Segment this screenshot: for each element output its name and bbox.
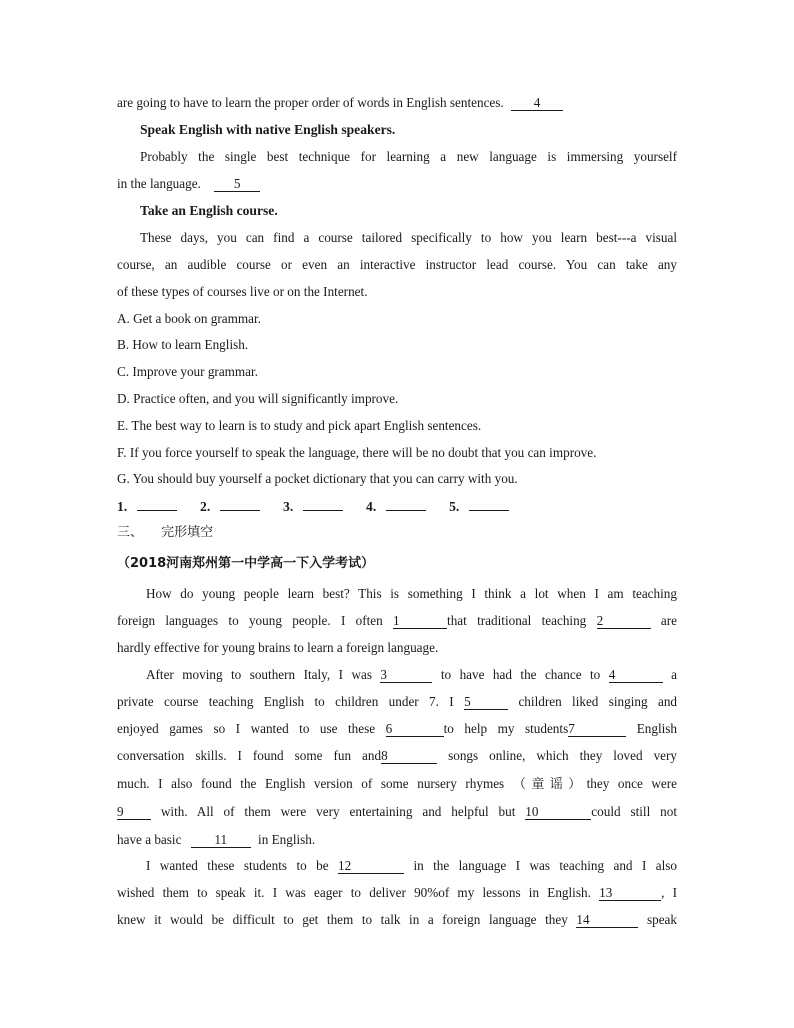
cloze-p2-line6: 9 with. All of them were very entertaining and helpful but 10 could still not [117, 804, 677, 819]
answer-label-5: 5. [449, 499, 460, 514]
cloze-p2-line7: have a basic 11 in English. [117, 832, 316, 847]
cloze-blank-5: 5 [464, 695, 508, 710]
heading-speak-english: Speak English with native English speakers. [140, 122, 396, 137]
cloze-blank-9: 9 [117, 805, 151, 820]
cloze-blank-11: 11 [191, 833, 251, 848]
cloze-blank-10: 10 [525, 805, 591, 820]
option-c: C. Improve your grammar. [117, 364, 258, 379]
option-d: D. Practice often, and you will significantly improve. [117, 391, 399, 406]
cloze-blank-2: 2 [597, 614, 651, 629]
cloze-p3-line1: I wanted these students to be 12 in the language I was teaching and I also [146, 858, 677, 873]
cloze-blank-3: 3 [380, 668, 432, 683]
cloze-p1-line3: hardly effective for young brains to learn a foreign language. [117, 640, 439, 655]
cloze-p1-line1: How do young people learn best? This is something I think a lot when I am teaching [146, 586, 677, 601]
cloze-blank-13: 13 [599, 886, 661, 901]
passage-line-order: are going to have to learn the proper order of words in English sentences. 4 [117, 94, 677, 112]
course-paragraph-line2: course, an audible course or even an interactive instructor lead course. You can take any [117, 257, 677, 272]
answer-label-1: 1. [117, 499, 128, 514]
answer-label-4: 4. [366, 499, 377, 514]
speak-paragraph-line1: Probably the single best technique for learning a new language is immersing yourself [140, 149, 677, 164]
answer-label-2: 2. [200, 499, 211, 514]
blank-5: 5 [214, 177, 260, 192]
cloze-p2-line5: much. I also found the English version of some nursery rhymes （童谣）they once were [117, 776, 677, 791]
answer-blank-3[interactable] [303, 497, 343, 511]
option-g: G. You should buy yourself a pocket dictionary that you can carry with you. [117, 471, 518, 486]
option-a: A. Get a book on grammar. [117, 311, 261, 326]
option-e: E. The best way to learn is to study and pick apart English sentences. [117, 418, 482, 433]
answer-blank-5[interactable] [469, 497, 509, 511]
speak-paragraph-line2: in the language. 5 [117, 175, 677, 193]
blank-4: 4 [511, 96, 563, 111]
cloze-p3-line3: knew it would be difficult to get them to talk in a foreign language they 14 speak [117, 912, 677, 927]
cloze-blank-6: 6 [386, 722, 444, 737]
option-f: F. If you force yourself to speak the language, there will be no doubt that you can improve. [117, 445, 597, 460]
cloze-blank-7: 7 [568, 722, 626, 737]
answer-blank-4[interactable] [386, 497, 426, 511]
heading-take-course: Take an English course. [140, 203, 278, 218]
cloze-blank-1: 1 [393, 614, 447, 629]
course-paragraph-line1: These days, you can find a course tailored specifically to how you learn best---a visual [140, 230, 677, 245]
cloze-blank-14: 14 [576, 913, 638, 928]
cloze-p1-line2: foreign languages to young people. I often 1 that traditional teaching 2 are [117, 613, 677, 628]
cloze-p2-line4: conversation skills. I found some fun and8 songs online, which they loved very [117, 748, 678, 763]
answer-blank-1[interactable] [137, 497, 177, 511]
cloze-p2-line2: private course teaching English to children under 7. I 5 children liked singing and [117, 694, 678, 709]
section-number: 三、 [117, 525, 144, 540]
answer-label-3: 3. [283, 499, 294, 514]
exam-source: （2018河南郑州第一中学高一下入学考试） [117, 556, 375, 571]
cloze-blank-8: 8 [381, 749, 437, 764]
cloze-p2-line1: After moving to southern Italy, I was 3 to have had the chance to 4 a [146, 667, 678, 682]
option-b: B. How to learn English. [117, 337, 249, 352]
section-heading [117, 524, 677, 542]
cloze-p2-line3: enjoyed games so I wanted to use these 6 to help my students7 English [117, 721, 678, 736]
cloze-blank-4: 4 [609, 668, 663, 683]
cloze-p3-line2: wished them to speak it. I was eager to deliver 90%of my lessons in English. 13 , I [117, 885, 677, 900]
cloze-blank-12: 12 [338, 859, 404, 874]
section-title: 完形填空 [161, 525, 214, 540]
answer-row [117, 497, 677, 516]
course-paragraph-line3: of these types of courses live or on the Internet. [117, 284, 368, 299]
answer-blank-2[interactable] [220, 497, 260, 511]
